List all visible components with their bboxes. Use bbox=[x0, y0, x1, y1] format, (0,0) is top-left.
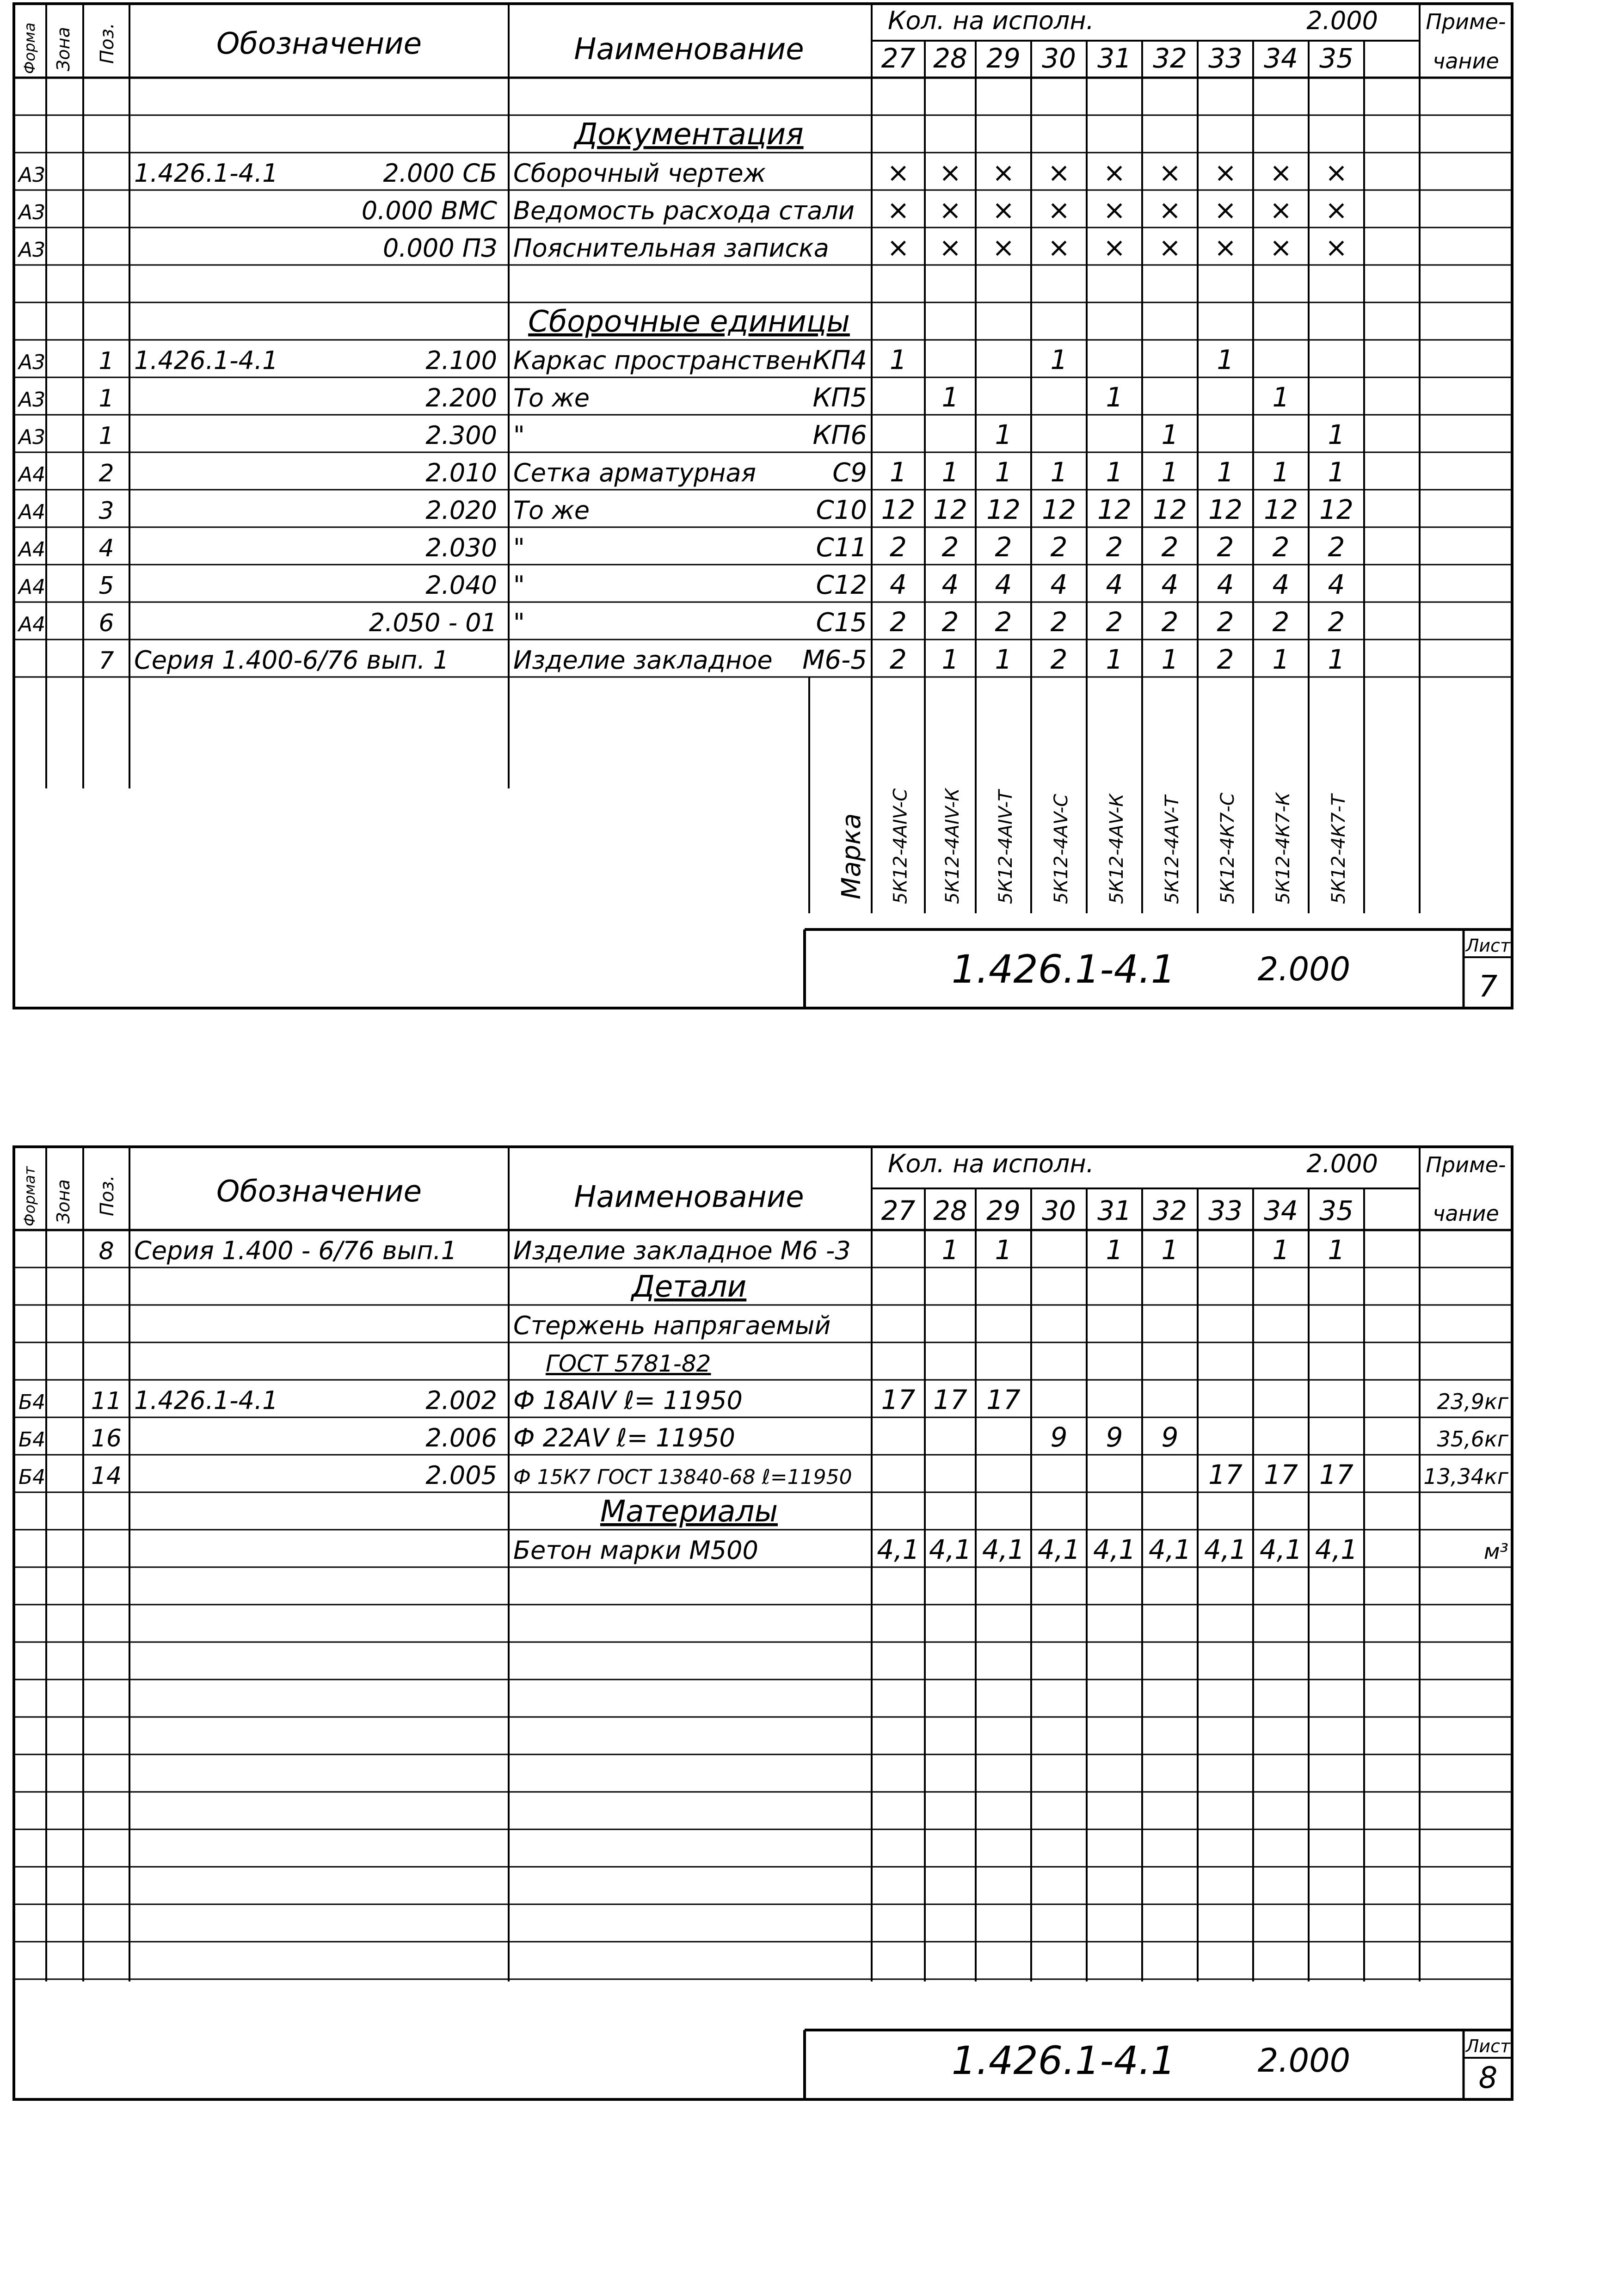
qty-cell: 1 bbox=[1161, 644, 1179, 675]
qty-cell: 1 bbox=[1050, 344, 1068, 375]
row-designation: 1.426.1-4.1 bbox=[134, 1386, 278, 1415]
row-name: Пояснительная записка bbox=[513, 234, 829, 263]
row-format: А4 bbox=[18, 463, 46, 486]
header-variant-33: 33 bbox=[1208, 43, 1243, 74]
header-zone: Зона bbox=[53, 27, 74, 71]
qty-cell: 2 bbox=[890, 644, 907, 675]
header-variant-31: 31 bbox=[1097, 43, 1132, 74]
row-position: 7 bbox=[98, 647, 114, 675]
row-code: М6-5 bbox=[802, 645, 867, 675]
qty-cell: 12 bbox=[1319, 494, 1353, 525]
header-variant-28: 28 bbox=[933, 43, 967, 74]
row-designation: 1.426.1-4.1 bbox=[134, 346, 278, 375]
header-variant-34: 34 bbox=[1264, 1195, 1298, 1226]
row-name: Ведомость расхода стали bbox=[513, 196, 855, 225]
marka-0: 5К12-4АIV-С bbox=[890, 788, 911, 904]
row-position: 4 bbox=[98, 535, 114, 562]
qty-cell: 2 bbox=[1161, 606, 1179, 638]
qty-cell: 2 bbox=[941, 606, 959, 638]
qty-cell: × bbox=[887, 232, 910, 263]
qty-cell: 1 bbox=[1217, 456, 1234, 488]
row-name: " bbox=[513, 608, 525, 637]
row-designation-code: 0.000 ВМС bbox=[361, 196, 497, 225]
row-format: А3 bbox=[18, 163, 46, 187]
qty-cell: × bbox=[992, 232, 1015, 263]
header-qty-label: Кол. на исполн. bbox=[888, 1149, 1094, 1178]
row-position: 16 bbox=[91, 1425, 122, 1452]
row-code: С12 bbox=[816, 570, 867, 600]
row-name: Стержень напрягаемый bbox=[513, 1311, 831, 1340]
marka-3: 5К12-4АV-С bbox=[1051, 794, 1072, 904]
qty-cell: 9 bbox=[1161, 1421, 1179, 1453]
row-format: А4 bbox=[18, 500, 46, 524]
qty-cell: 1 bbox=[1106, 1234, 1123, 1266]
qty-cell: × bbox=[939, 157, 962, 188]
header-variant-29: 29 bbox=[986, 43, 1021, 74]
qty-cell: 12 bbox=[881, 494, 916, 525]
header-variant-29: 29 bbox=[986, 1195, 1021, 1226]
qty-cell: 1 bbox=[1328, 1234, 1345, 1266]
header-qty-code: 2.000 bbox=[1306, 1149, 1378, 1178]
header-variant-34: 34 bbox=[1264, 43, 1298, 74]
qty-cell: × bbox=[1214, 157, 1237, 188]
row-format: А3 bbox=[18, 238, 46, 262]
row-position: 3 bbox=[98, 497, 114, 525]
qty-cell: 2 bbox=[1328, 606, 1345, 638]
qty-cell: 1 bbox=[1328, 644, 1345, 675]
qty-cell: 4,1 bbox=[1204, 1534, 1247, 1565]
qty-cell: 12 bbox=[933, 494, 967, 525]
row-position: 11 bbox=[91, 1387, 122, 1415]
qty-cell: 2 bbox=[1217, 644, 1234, 675]
header-variant-35: 35 bbox=[1319, 43, 1353, 74]
qty-cell: 12 bbox=[1208, 494, 1243, 525]
qty-cell: 12 bbox=[1153, 494, 1187, 525]
qty-cell: 1 bbox=[1328, 456, 1345, 488]
qty-cell: 2 bbox=[1106, 606, 1123, 638]
qty-cell: 1 bbox=[995, 1234, 1012, 1266]
qty-cell: 1 bbox=[941, 456, 959, 488]
qty-cell: 12 bbox=[986, 494, 1021, 525]
qty-cell: × bbox=[1103, 157, 1126, 188]
row-designation-code: 2.020 bbox=[425, 496, 497, 525]
qty-cell: 4 bbox=[1217, 569, 1234, 600]
row-name: Ф 22АV ℓ= 11950 bbox=[513, 1423, 735, 1452]
sheet-label: Лист bbox=[1465, 935, 1511, 956]
sheet-number: 8 bbox=[1478, 2061, 1498, 2095]
doc-code: 1.426.1-4.1 bbox=[951, 947, 1176, 992]
header-position: Поз. bbox=[97, 23, 118, 64]
qty-cell: 17 bbox=[1208, 1459, 1243, 1490]
qty-cell: 9 bbox=[1106, 1421, 1123, 1453]
qty-cell: 4 bbox=[1106, 569, 1123, 600]
qty-cell: × bbox=[1269, 194, 1292, 226]
qty-cell: 4 bbox=[941, 569, 959, 600]
qty-cell: 4 bbox=[1272, 569, 1290, 600]
qty-cell: 9 bbox=[1050, 1421, 1068, 1453]
qty-cell: 1 bbox=[941, 381, 959, 413]
qty-cell: 2 bbox=[1217, 606, 1234, 638]
header-name: Наименование bbox=[574, 1180, 804, 1214]
row-position: 14 bbox=[91, 1462, 122, 1490]
qty-cell: 1 bbox=[941, 1234, 959, 1266]
marka-label: Марка bbox=[837, 813, 867, 899]
qty-cell: × bbox=[887, 194, 910, 226]
header-note: чание bbox=[1433, 1201, 1499, 1226]
marka-1: 5К12-4АIV-К bbox=[942, 788, 963, 904]
marka-6: 5К12-4К7-С bbox=[1217, 793, 1238, 904]
qty-cell: × bbox=[1158, 157, 1181, 188]
specification-sheet-8 bbox=[14, 1147, 1512, 2099]
specification-sheet-7 bbox=[14, 4, 1512, 1008]
row-designation-code: 2.050 - 01 bbox=[369, 608, 497, 637]
row-position: 2 bbox=[98, 460, 114, 487]
marka-7: 5К12-4К7-К bbox=[1273, 792, 1294, 904]
doc-code: 1.426.1-4.1 bbox=[951, 2038, 1176, 2083]
header-variant-28: 28 bbox=[933, 1195, 967, 1226]
qty-cell: 2 bbox=[995, 531, 1012, 563]
qty-cell: 2 bbox=[1217, 531, 1234, 563]
section-heading: Документация bbox=[574, 117, 804, 152]
header-note: Приме- bbox=[1426, 1152, 1506, 1177]
qty-cell: × bbox=[1214, 232, 1237, 263]
qty-cell: × bbox=[939, 232, 962, 263]
row-name: " bbox=[513, 533, 525, 562]
row-code: КП4 bbox=[812, 345, 867, 375]
qty-cell: 1 bbox=[941, 644, 959, 675]
qty-cell: × bbox=[992, 157, 1015, 188]
header-name: Наименование bbox=[574, 32, 804, 67]
qty-cell: 17 bbox=[1319, 1459, 1353, 1490]
row-position: 8 bbox=[98, 1237, 114, 1265]
header-note: Приме- bbox=[1426, 9, 1506, 34]
marka-5: 5К12-4АV-Т bbox=[1162, 795, 1183, 904]
header-format: Формат bbox=[21, 1166, 38, 1226]
qty-cell: 2 bbox=[1050, 606, 1068, 638]
marka-2: 5К12-4АIV-Т bbox=[995, 790, 1016, 904]
qty-cell: 1 bbox=[1050, 456, 1068, 488]
row-name: Ф 18АIV ℓ= 11950 bbox=[513, 1386, 743, 1415]
row-format: Б4 bbox=[18, 1428, 46, 1452]
header-qty-label: Кол. на исполн. bbox=[888, 6, 1094, 35]
header-variant-30: 30 bbox=[1042, 1195, 1076, 1226]
qty-cell: 2 bbox=[1272, 606, 1290, 638]
row-code: КП5 bbox=[812, 383, 867, 413]
marka-4: 5К12-4АV-К bbox=[1106, 794, 1127, 904]
row-name: То же bbox=[513, 496, 590, 525]
row-format: А4 bbox=[18, 613, 46, 636]
row-designation-code: 2.000 СБ bbox=[383, 159, 497, 188]
doc-number: 2.000 bbox=[1257, 950, 1351, 988]
header-qty-code: 2.000 bbox=[1306, 6, 1378, 35]
row-name: " bbox=[513, 421, 525, 450]
qty-cell: 17 bbox=[933, 1384, 967, 1415]
row-format: Б4 bbox=[18, 1465, 46, 1489]
qty-cell: 17 bbox=[986, 1384, 1021, 1415]
qty-cell: 1 bbox=[890, 456, 907, 488]
row-format: А4 bbox=[18, 575, 46, 599]
row-code: С15 bbox=[816, 608, 867, 638]
qty-cell: 4,1 bbox=[1037, 1534, 1081, 1565]
row-name: Изделие закладное bbox=[513, 646, 773, 675]
doc-number: 2.000 bbox=[1257, 2042, 1351, 2080]
section-heading: Детали bbox=[631, 1270, 747, 1304]
sheet-number: 7 bbox=[1478, 970, 1498, 1004]
row-name: Сетка арматурная bbox=[513, 458, 757, 487]
row-code: С10 bbox=[816, 495, 867, 525]
qty-cell: × bbox=[939, 194, 962, 226]
row-designation-code: 2.100 bbox=[425, 346, 497, 375]
row-note: 23,9кг bbox=[1437, 1389, 1508, 1414]
row-format: А3 bbox=[18, 351, 46, 374]
qty-cell: 4 bbox=[995, 569, 1012, 600]
qty-cell: 1 bbox=[1217, 344, 1234, 375]
qty-cell: × bbox=[1269, 157, 1292, 188]
row-name: То же bbox=[513, 383, 590, 412]
qty-cell: × bbox=[1269, 232, 1292, 263]
qty-cell: 2 bbox=[1272, 531, 1290, 563]
qty-cell: 4,1 bbox=[877, 1534, 920, 1565]
header-zone: Зона bbox=[53, 1179, 74, 1224]
marka-8: 5К12-4К7-Т bbox=[1328, 794, 1349, 904]
qty-cell: 4,1 bbox=[982, 1534, 1025, 1565]
row-note: 13,34кг bbox=[1423, 1464, 1508, 1489]
header-variant-31: 31 bbox=[1097, 1195, 1132, 1226]
qty-cell: 4,1 bbox=[1315, 1534, 1358, 1565]
row-position: 1 bbox=[98, 422, 114, 450]
qty-cell: 2 bbox=[995, 606, 1012, 638]
qty-cell: 17 bbox=[881, 1384, 916, 1415]
qty-cell: 4 bbox=[890, 569, 907, 600]
qty-cell: 1 bbox=[1272, 644, 1290, 675]
row-designation-code: 2.300 bbox=[425, 421, 497, 450]
qty-cell: 1 bbox=[1272, 381, 1290, 413]
qty-cell: 1 bbox=[995, 644, 1012, 675]
row-code: С9 bbox=[832, 458, 867, 488]
qty-cell: × bbox=[1325, 157, 1348, 188]
qty-cell: × bbox=[887, 157, 910, 188]
header-variant-33: 33 bbox=[1208, 1195, 1243, 1226]
qty-cell: × bbox=[1325, 194, 1348, 226]
qty-cell: 4,1 bbox=[929, 1534, 972, 1565]
row-designation: Серия 1.400-6/76 вып. 1 bbox=[134, 646, 449, 675]
qty-cell: 4,1 bbox=[1259, 1534, 1303, 1565]
row-designation-code: 0.000 ПЗ bbox=[383, 234, 497, 263]
qty-cell: 4,1 bbox=[1093, 1534, 1136, 1565]
qty-cell: 1 bbox=[1161, 1234, 1179, 1266]
qty-cell: 2 bbox=[1050, 644, 1068, 675]
qty-cell: 1 bbox=[1272, 456, 1290, 488]
header-designation: Обозначение bbox=[216, 1175, 422, 1209]
qty-cell: × bbox=[1047, 232, 1070, 263]
header-variant-32: 32 bbox=[1153, 43, 1187, 74]
row-format: А3 bbox=[18, 388, 46, 412]
header-variant-30: 30 bbox=[1042, 43, 1076, 74]
qty-cell: × bbox=[1158, 194, 1181, 226]
section-heading: Сборочные единицы bbox=[528, 305, 850, 339]
qty-cell: × bbox=[1158, 232, 1181, 263]
qty-cell: × bbox=[1047, 157, 1070, 188]
qty-cell: 1 bbox=[1106, 456, 1123, 488]
row-name: Каркас пространствен. bbox=[513, 346, 820, 375]
row-name-continued: ГОСТ 5781-82 bbox=[546, 1350, 711, 1377]
qty-cell: 2 bbox=[1106, 531, 1123, 563]
qty-cell: 4,1 bbox=[1148, 1534, 1192, 1565]
header-variant-35: 35 bbox=[1319, 1195, 1353, 1226]
row-position: 1 bbox=[98, 347, 114, 375]
row-code: КП6 bbox=[812, 420, 867, 450]
header-variant-27: 27 bbox=[881, 43, 916, 74]
qty-cell: 1 bbox=[1328, 419, 1345, 450]
sheet-label: Лист bbox=[1465, 2036, 1511, 2056]
qty-cell: 2 bbox=[941, 531, 959, 563]
qty-cell: 2 bbox=[1161, 531, 1179, 563]
qty-cell: 1 bbox=[995, 419, 1012, 450]
qty-cell: 1 bbox=[1106, 381, 1123, 413]
qty-cell: 1 bbox=[995, 456, 1012, 488]
qty-cell: 1 bbox=[890, 344, 907, 375]
row-designation-code: 2.010 bbox=[425, 458, 497, 487]
row-format: Б4 bbox=[18, 1391, 46, 1414]
header-variant-27: 27 bbox=[881, 1195, 916, 1226]
qty-cell: 4 bbox=[1328, 569, 1345, 600]
header-note: чание bbox=[1433, 49, 1499, 74]
row-name: Бетон марки М500 bbox=[513, 1536, 758, 1565]
row-designation-code: 2.002 bbox=[425, 1386, 497, 1415]
header-position: Поз. bbox=[97, 1175, 118, 1216]
qty-cell: 2 bbox=[890, 606, 907, 638]
qty-cell: 12 bbox=[1042, 494, 1076, 525]
row-note: 35,6кг bbox=[1437, 1427, 1508, 1452]
row-designation: Серия 1.400 - 6/76 вып.1 bbox=[134, 1236, 457, 1265]
qty-cell: × bbox=[1325, 232, 1348, 263]
header-variant-32: 32 bbox=[1153, 1195, 1187, 1226]
header-designation: Обозначение bbox=[216, 27, 422, 61]
row-note: м³ bbox=[1483, 1539, 1508, 1564]
qty-cell: × bbox=[1047, 194, 1070, 226]
row-designation-code: 2.200 bbox=[425, 383, 497, 412]
row-designation: 1.426.1-4.1 bbox=[134, 159, 278, 188]
row-name: Ф 15К7 ГОСТ 13840-68 ℓ=11950 bbox=[513, 1465, 852, 1489]
qty-cell: 1 bbox=[1161, 456, 1179, 488]
row-name: Сборочный чертеж bbox=[513, 159, 766, 188]
row-name: " bbox=[513, 571, 525, 600]
row-position: 6 bbox=[98, 609, 114, 637]
qty-cell: 2 bbox=[890, 531, 907, 563]
qty-cell: 17 bbox=[1264, 1459, 1298, 1490]
row-designation-code: 2.006 bbox=[425, 1423, 497, 1452]
qty-cell: × bbox=[1103, 232, 1126, 263]
qty-cell: 1 bbox=[1161, 419, 1179, 450]
qty-cell: × bbox=[1103, 194, 1126, 226]
qty-cell: 2 bbox=[1050, 531, 1068, 563]
qty-cell: 1 bbox=[1272, 1234, 1290, 1266]
qty-cell: × bbox=[1214, 194, 1237, 226]
sheet-frame bbox=[14, 1147, 1512, 2099]
row-designation-code: 2.005 bbox=[425, 1461, 497, 1490]
row-designation-code: 2.040 bbox=[425, 571, 497, 600]
row-code: С11 bbox=[816, 533, 867, 563]
row-format: А4 bbox=[18, 538, 46, 561]
qty-cell: 12 bbox=[1097, 494, 1132, 525]
row-name: Изделие закладное М6 -3 bbox=[513, 1236, 851, 1265]
qty-cell: 12 bbox=[1264, 494, 1298, 525]
header-format: Форма bbox=[21, 22, 38, 74]
qty-cell: 4 bbox=[1161, 569, 1179, 600]
qty-cell: 1 bbox=[1106, 644, 1123, 675]
row-format: А3 bbox=[18, 425, 46, 449]
row-designation-code: 2.030 bbox=[425, 533, 497, 562]
row-position: 5 bbox=[98, 572, 114, 600]
qty-cell: 4 bbox=[1050, 569, 1068, 600]
section-heading: Материалы bbox=[600, 1495, 778, 1529]
row-format: А3 bbox=[18, 201, 46, 224]
qty-cell: 2 bbox=[1328, 531, 1345, 563]
row-position: 1 bbox=[98, 385, 114, 412]
qty-cell: × bbox=[992, 194, 1015, 226]
